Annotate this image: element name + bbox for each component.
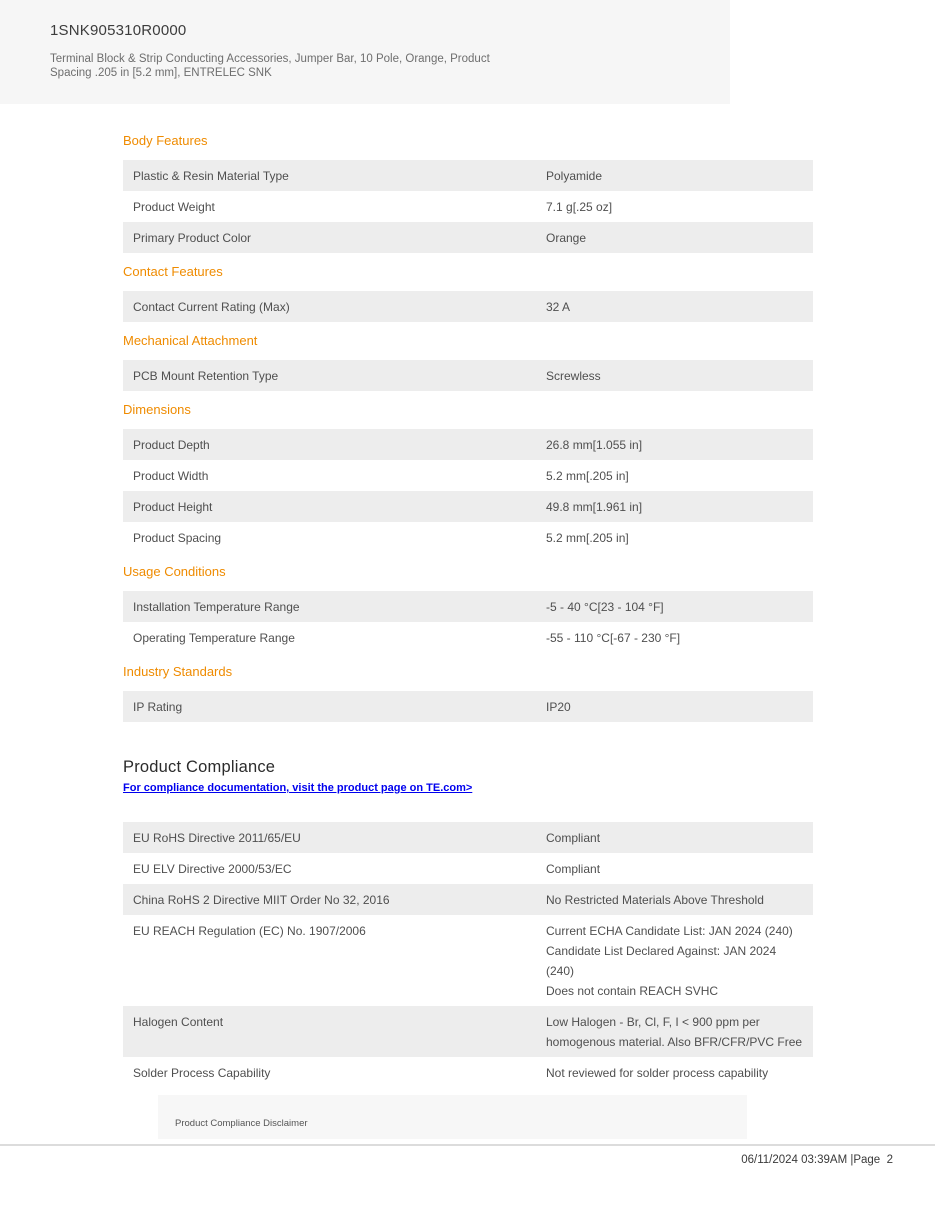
table-row — [123, 291, 813, 322]
section-heading: Industry Standards — [123, 664, 233, 679]
table-row — [123, 160, 813, 191]
compliance-value — [546, 1006, 813, 1057]
table-row — [123, 591, 813, 622]
product-header — [0, 0, 730, 104]
spec-value: 32 A — [546, 299, 571, 314]
footer-divider — [0, 1144, 935, 1146]
section-heading: Contact Features — [123, 264, 223, 279]
table-row — [123, 429, 813, 460]
spec-label: Contact Current Rating (Max) — [133, 299, 290, 314]
spec-label: Product Width — [133, 468, 209, 483]
spec-label: Product Spacing — [133, 530, 222, 545]
spec-table — [123, 360, 813, 391]
compliance-value — [546, 915, 813, 1006]
spec-value: 5.2 mm[.205 in] — [546, 530, 629, 545]
page-footer-timestamp: 06/11/2024 03:39AM |Page 2 — [741, 1154, 893, 1166]
table-row — [123, 522, 813, 553]
spec-table — [123, 291, 813, 322]
section-heading: Usage Conditions — [123, 564, 226, 579]
table-row — [123, 691, 813, 722]
spec-label: IP Rating — [133, 699, 183, 714]
table-row — [123, 1057, 813, 1088]
section-heading: Body Features — [123, 133, 208, 148]
compliance-disclaimer-label: Product Compliance Disclaimer — [175, 1118, 308, 1129]
part-number: 1SNK905310R0000 — [50, 22, 187, 39]
product-description: Terminal Block & Strip Conducting Accessories, Jumper Bar, 10 Pole, Orange, Product Spacing .205 in [5.2 mm], ENTRELEC SNK — [50, 53, 490, 79]
compliance-label: EU REACH Regulation (EC) No. 1907/2006 — [133, 923, 366, 938]
spec-table — [123, 591, 813, 653]
spec-value: -5 - 40 °C[23 - 104 °F] — [546, 599, 664, 614]
compliance-label: EU ELV Directive 2000/53/EC — [133, 861, 292, 876]
spec-label: Product Weight — [133, 199, 215, 214]
spec-value: 7.1 g[.25 oz] — [546, 199, 613, 214]
product-compliance-section — [123, 758, 813, 1139]
compliance-disclaimer-box — [158, 1095, 747, 1139]
compliance-value-line: Compliant — [546, 861, 601, 876]
table-row — [123, 822, 813, 853]
compliance-label: Halogen Content — [133, 1014, 224, 1029]
compliance-value-line: Compliant — [546, 830, 601, 845]
spec-content — [123, 134, 813, 1139]
table-row — [123, 884, 813, 915]
spec-label: Installation Temperature Range — [133, 599, 300, 614]
spec-table — [123, 429, 813, 553]
compliance-label: Solder Process Capability — [133, 1065, 271, 1080]
compliance-value-line: Candidate List Declared Against: JAN 2024 (240) — [546, 943, 777, 978]
spec-label: Operating Temperature Range — [133, 630, 295, 645]
compliance-value-line: No Restricted Materials Above Threshold — [546, 892, 764, 907]
table-row — [123, 460, 813, 491]
table-row — [123, 622, 813, 653]
spec-value: 26.8 mm[1.055 in] — [546, 437, 643, 452]
spec-table — [123, 160, 813, 253]
compliance-value — [546, 853, 813, 884]
spec-value: 49.8 mm[1.961 in] — [546, 499, 643, 514]
table-row — [123, 491, 813, 522]
compliance-value-line: Low Halogen - Br, Cl, F, I < 900 ppm per homogenous material. Also BFR/CFR/PVC Free — [546, 1014, 803, 1049]
spec-value: Orange — [546, 230, 587, 245]
spec-value: Screwless — [546, 368, 601, 383]
spec-table — [123, 691, 813, 722]
compliance-value — [546, 884, 813, 915]
compliance-label: EU RoHS Directive 2011/65/EU — [133, 830, 301, 845]
section-heading: Dimensions — [123, 402, 191, 417]
spec-value: 5.2 mm[.205 in] — [546, 468, 629, 483]
spec-sections — [123, 134, 813, 722]
table-row — [123, 853, 813, 884]
compliance-label: China RoHS 2 Directive MIIT Order No 32, 2016 — [133, 892, 390, 907]
compliance-title: Product Compliance — [123, 758, 276, 776]
compliance-value-line: Current ECHA Candidate List: JAN 2024 (240) — [546, 923, 793, 938]
compliance-value — [546, 822, 813, 853]
table-row — [123, 360, 813, 391]
table-row — [123, 915, 813, 1006]
spec-label: Plastic & Resin Material Type — [133, 168, 289, 183]
spec-value: IP20 — [546, 699, 571, 714]
table-row — [123, 191, 813, 222]
compliance-table — [123, 822, 813, 1088]
spec-label: Primary Product Color — [133, 230, 252, 245]
compliance-value-line: Not reviewed for solder process capability — [546, 1065, 769, 1080]
compliance-value-line: Does not contain REACH SVHC — [546, 983, 719, 998]
section-heading: Mechanical Attachment — [123, 333, 258, 348]
spec-label: Product Height — [133, 499, 213, 514]
spec-label: Product Depth — [133, 437, 210, 452]
table-row — [123, 1006, 813, 1057]
spec-value: -55 - 110 °C[-67 - 230 °F] — [546, 630, 681, 645]
compliance-value — [546, 1057, 813, 1088]
table-row — [123, 222, 813, 253]
spec-label: PCB Mount Retention Type — [133, 368, 279, 383]
spec-value: Polyamide — [546, 168, 603, 183]
compliance-documentation-link[interactable]: For compliance documentation, visit the product page on TE.com> — [123, 782, 473, 794]
